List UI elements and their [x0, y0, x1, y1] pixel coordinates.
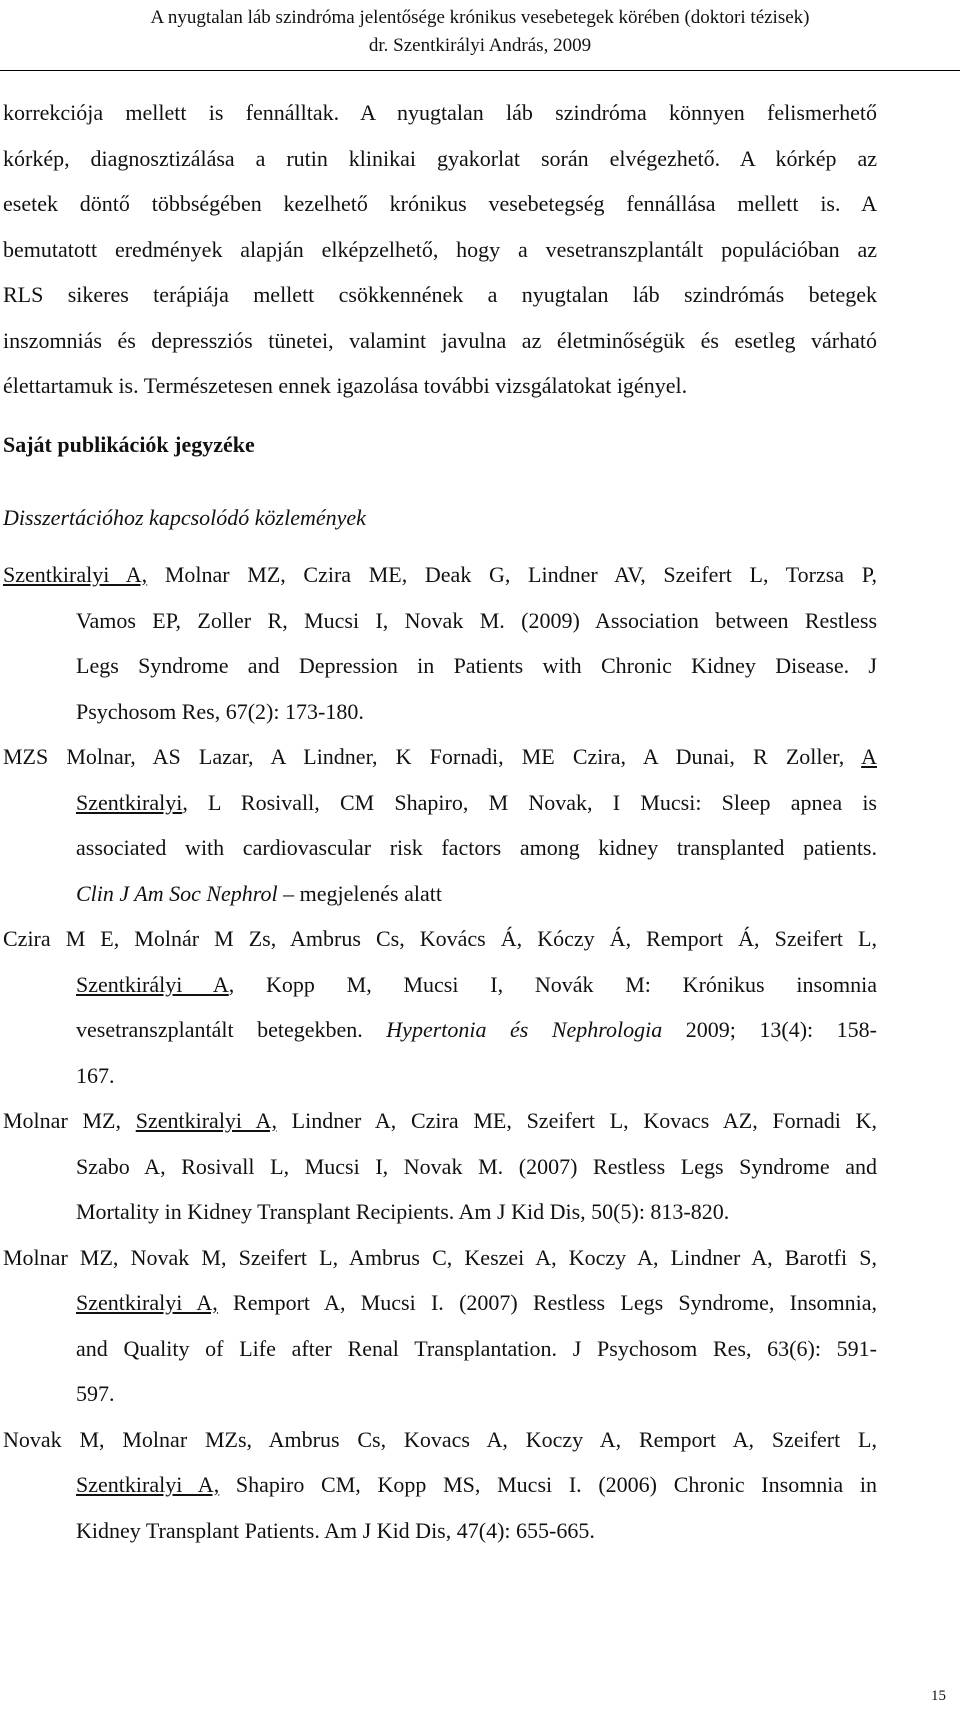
- highlighted-author: Szentkiralyi A,: [76, 1290, 218, 1315]
- page-number: 15: [931, 1688, 946, 1704]
- publications-subheading: Disszertációhoz kapcsolódó közlemények: [3, 505, 366, 530]
- reference-item: Czira M E, Molnár M Zs, Ambrus Cs, Kovács Á, Kóczy Á, Remport Á, Szeifert L, Szentkirályi A, Kopp M, Mucsi I, Novák M: Krónikus insomnia vesetranszplantált betegekben. Hypertonia és Nephrologia 2009; 13(4): 158- 167.: [3, 926, 878, 1088]
- reference-item: Szentkiralyi A, Molnar MZ, Czira ME, Deak G, Lindner AV, Szeifert L, Torzsa P, Vamos EP, Zoller R, Mucsi I, Novak M. (2009) Association between Restless Legs Syndrome and Depression in Patients with Chronic Kidney Disease. J Psychosom Res, 67(2): 173-180.: [3, 562, 877, 724]
- body-line: korrekciója mellett is fennálltak. A nyugtalan láb szindróma könnyen felismerhető: [3, 100, 877, 125]
- body-line: RLS sikeres terápiája mellett csökkennének a nyugtalan láb szindrómás betegek: [3, 282, 877, 307]
- highlighted-author: Szentkiralyi A,: [135, 1108, 277, 1133]
- body-line: kórkép, diagnosztizálása a rutin klinikai gyakorlat során elvégezhető. A kórkép az: [3, 145, 877, 171]
- header-title: A nyugtalan láb szindróma jelentősége krónikus vesebetegek körében (doktori tézisek): [150, 7, 810, 28]
- header-author: dr. Szentkirályi András, 2009: [368, 35, 592, 56]
- body-line: esetek döntő többségében kezelhető krónikus vesebetegség fennállása mellett is. A: [3, 191, 877, 216]
- journal-name: Clin J Am Soc Nephrol: [76, 880, 278, 906]
- reference-item: MZS Molnar, AS Lazar, A Lindner, K Fornadi, ME Czira, A Dunai, R Zoller, A Szentkiralyi, L Rosivall, CM Shapiro, M Novak, I Mucsi: Sleep apnea is associated with cardiovascular risk factors among kidney transplanted patients. Clin J Am Soc Nephrol – megjelenés alatt: [3, 744, 877, 906]
- body-line: inszomniás és depressziós tünetei, valamint javulna az életminőségük és esetleg várható: [3, 327, 877, 353]
- highlighted-author: Szentkiralyi A,: [3, 562, 148, 587]
- body-paragraph: [3, 90, 877, 409]
- journal-name: Hypertonia és Nephrologia: [386, 1017, 663, 1042]
- running-header: [0, 0, 960, 60]
- body-line: bemutatott eredmények alapján elképzelhető, hogy a vesetranszplantált populációban az: [3, 236, 877, 262]
- reference-list: [3, 552, 877, 1553]
- reference-item: Molnar MZ, Novak M, Szeifert L, Ambrus C, Keszei A, Koczy A, Lindner A, Barotfi S, Szentkiralyi A, Remport A, Mucsi I. (2007) Restless Legs Syndrome, Insomnia, and Quality of Life after Renal Transplantation. J Psychosom Res, 63(6): 591- 597.: [3, 1244, 877, 1406]
- highlighted-author: Szentkiralyi: [76, 789, 183, 815]
- highlighted-author: Szentkirályi A: [76, 971, 229, 997]
- publications-heading: Saját publikációk jegyzéke: [3, 432, 255, 457]
- reference-item: Molnar MZ, Szentkiralyi A, Lindner A, Czira ME, Szeifert L, Kovacs AZ, Fornadi K, Szabo A, Rosivall L, Mucsi I, Novak M. (2007) Restless Legs Syndrome and Mortality in Kidney Transplant Recipients. Am J Kid Dis, 50(5): 813-820.: [3, 1108, 878, 1224]
- highlighted-author: Szentkiralyi A,: [76, 1472, 220, 1497]
- highlighted-author: A: [861, 744, 877, 769]
- body-line: élettartamuk is. Természetesen ennek igazolása további vizsgálatokat igényel.: [3, 373, 688, 398]
- header-divider: [0, 70, 960, 71]
- reference-item: Novak M, Molnar MZs, Ambrus Cs, Kovacs A, Koczy A, Remport A, Szeifert L, Szentkiralyi A, Shapiro CM, Kopp MS, Mucsi I. (2006) Chronic Insomnia in Kidney Transplant Patients. Am J Kid Dis, 47(4): 655-665.: [3, 1426, 878, 1543]
